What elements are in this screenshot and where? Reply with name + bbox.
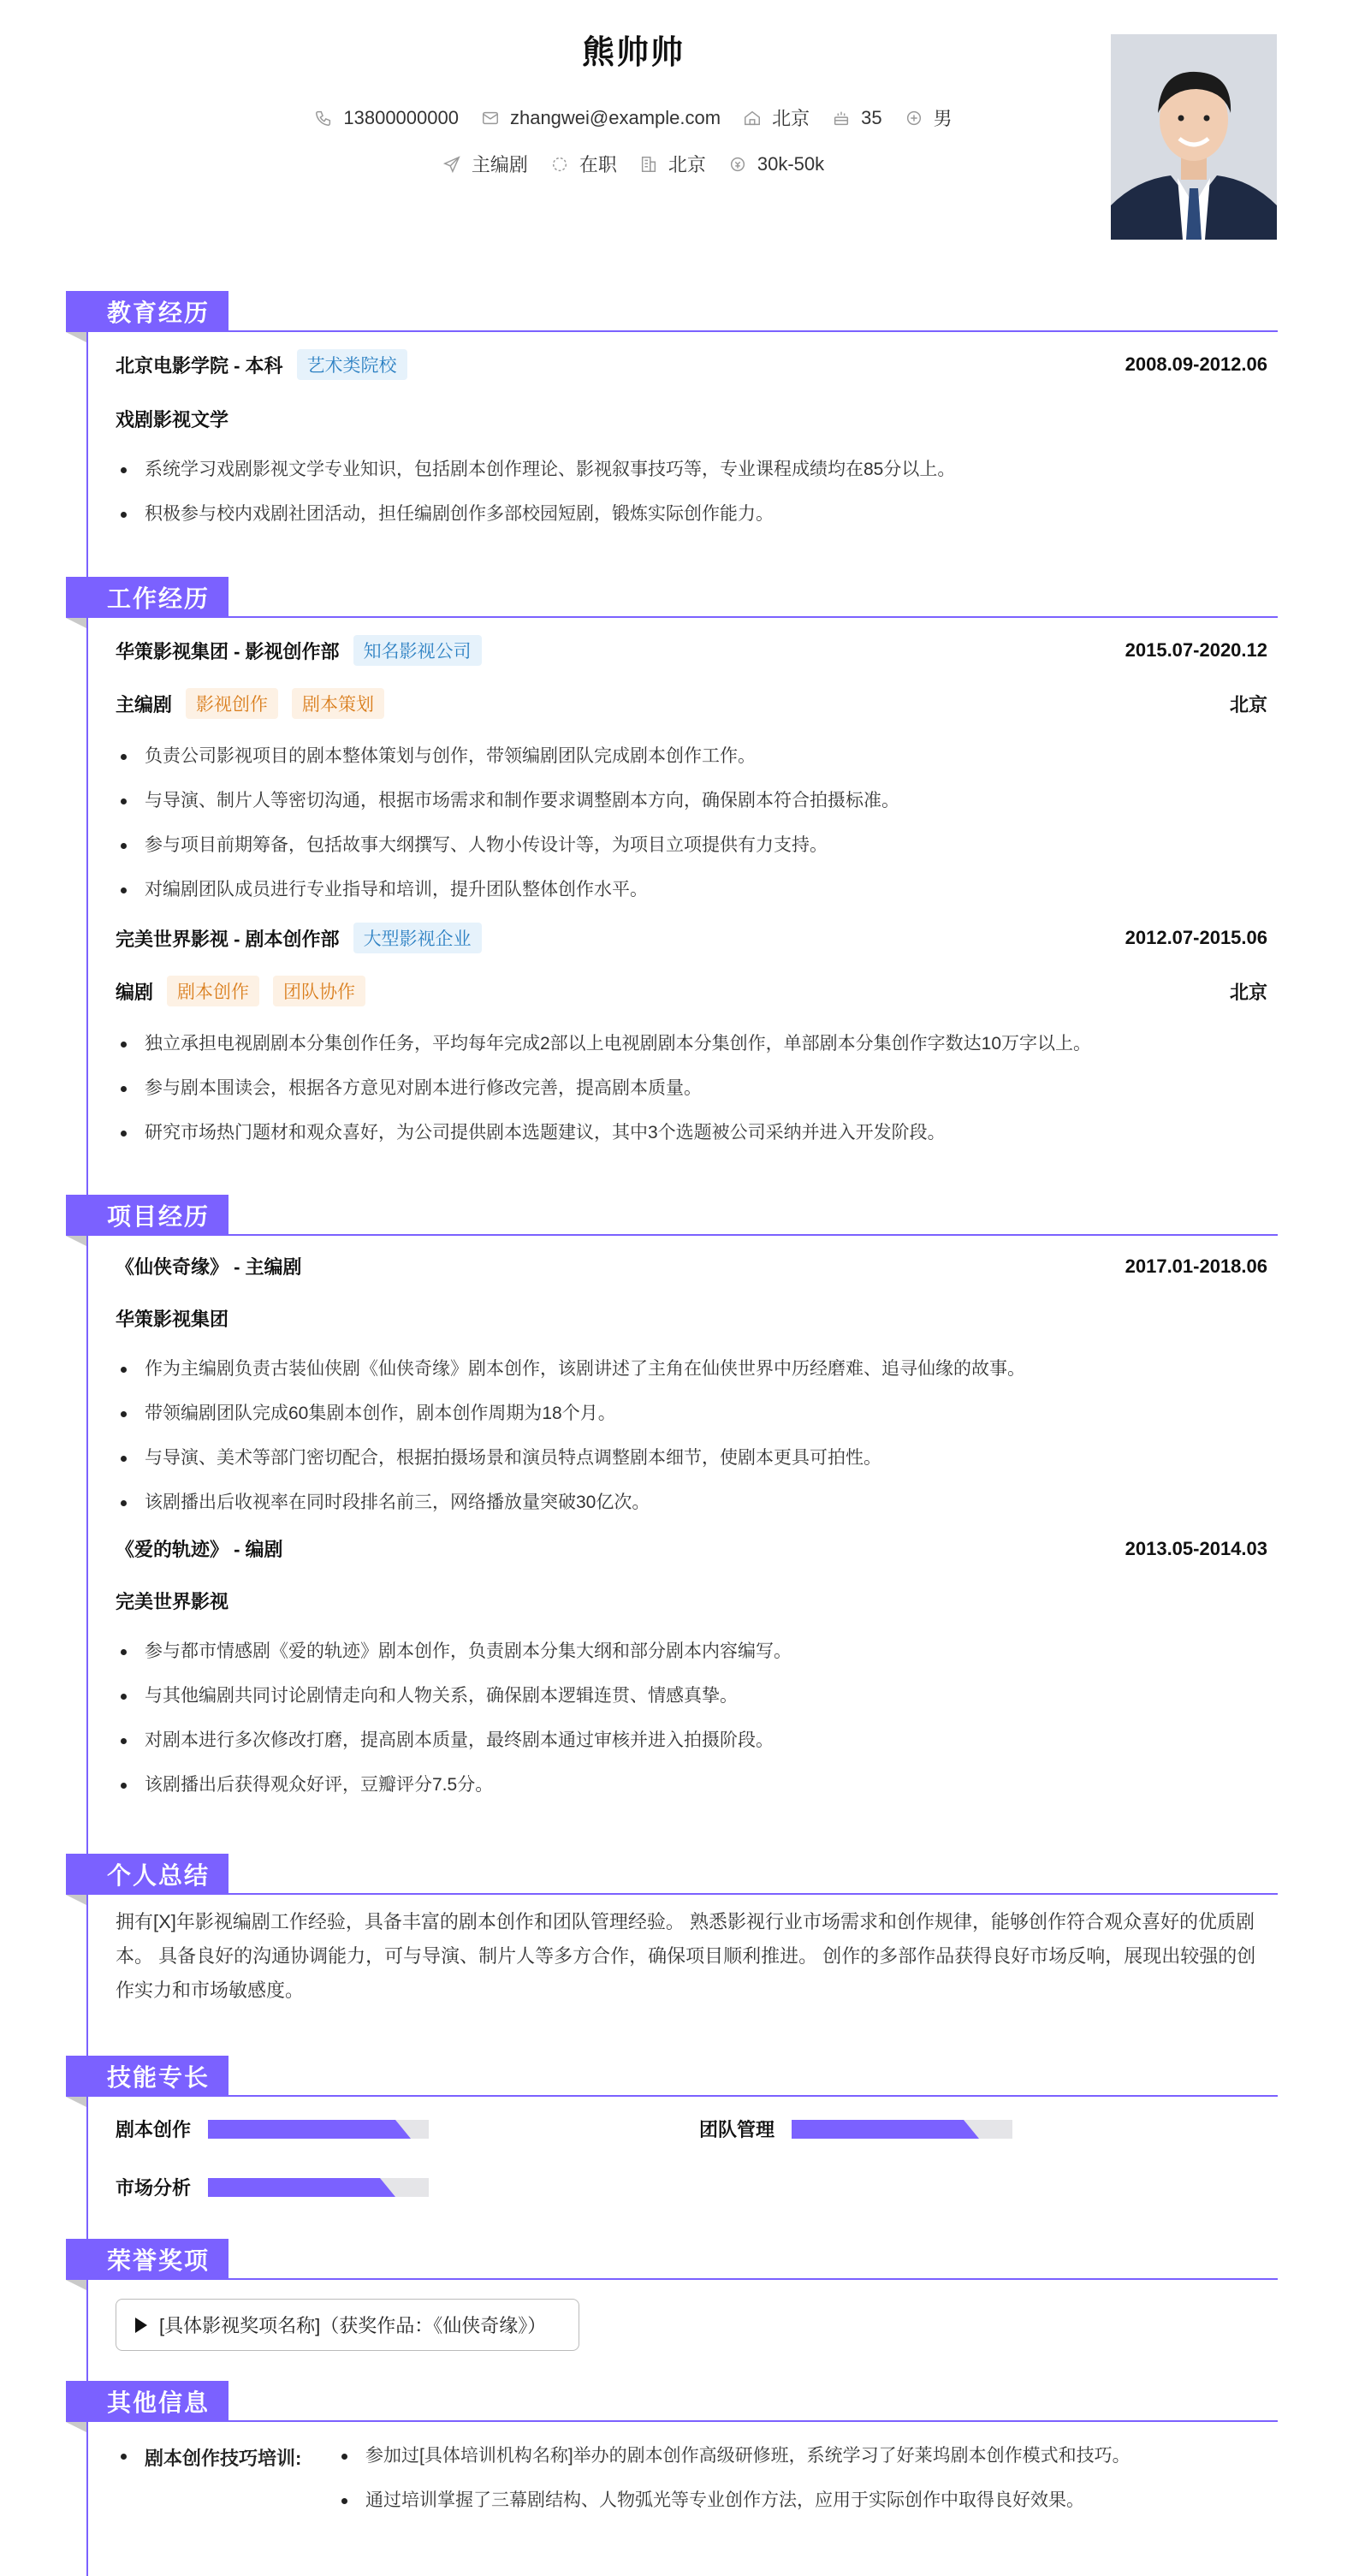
hometown-info bbox=[743, 104, 810, 131]
work-row bbox=[116, 635, 1267, 666]
projects-content bbox=[66, 1243, 1278, 1797]
section-rule bbox=[66, 2278, 1278, 2280]
work-section bbox=[66, 577, 1278, 1166]
work-role-row bbox=[116, 976, 1267, 1006]
coin-icon bbox=[728, 155, 747, 174]
home-icon bbox=[743, 109, 762, 128]
status-info bbox=[550, 151, 617, 177]
list-item: 与导演、制片人等密切沟通，根据市场需求和制作要求调整剧本方向，确保剧本符合拍摄标准。 bbox=[145, 789, 1267, 813]
cake-icon bbox=[832, 109, 851, 128]
list-item: 参加过[具体培训机构名称]举办的剧本创作高级研修班，系统学习了好莱坞剧本创作模式和技巧。 bbox=[365, 2444, 1307, 2468]
projects-title-text: 项目经历 bbox=[107, 1203, 211, 1230]
skill-bar-cap bbox=[395, 2120, 411, 2139]
work-content bbox=[66, 625, 1278, 1145]
other-bullets bbox=[336, 2444, 1307, 2533]
status-text: 在职 bbox=[579, 154, 617, 175]
project-date: 2017.01-2018.06 bbox=[1125, 1255, 1267, 1277]
awards-section bbox=[66, 2239, 1278, 2351]
project-bullets bbox=[116, 1640, 1267, 1797]
salary-text: 30k-50k bbox=[757, 152, 825, 175]
education-section-title bbox=[66, 291, 228, 332]
skill-name: 团队管理 bbox=[699, 2119, 775, 2140]
work-date: 2015.07-2020.12 bbox=[1125, 639, 1267, 661]
list-item: 对编剧团队成员进行专业指导和培训，提升团队整体创作水平。 bbox=[145, 878, 1267, 902]
position-text: 主编剧 bbox=[471, 154, 528, 175]
age-text: 35 bbox=[861, 106, 882, 128]
work-city: 北京 bbox=[1229, 981, 1267, 1003]
work-bullets bbox=[116, 745, 1267, 902]
list-item: 与导演、美术等部门密切配合，根据拍摄场景和演员特点调整剧本细节，使剧本更具可拍性。 bbox=[145, 1446, 1267, 1470]
contact-row bbox=[0, 104, 1267, 131]
section-rule bbox=[66, 616, 1278, 618]
section-rule bbox=[66, 2420, 1278, 2422]
education-bullets bbox=[116, 458, 1267, 526]
age-info bbox=[832, 107, 881, 129]
education-section-header bbox=[66, 291, 1278, 339]
list-item: 该剧播出后收视率在同时段排名前三，网络播放量突破30亿次。 bbox=[145, 1491, 1267, 1515]
list-item: 系统学习戏剧影视文学专业知识，包括剧本创作理论、影视叙事技巧等，专业课程成绩均在85分以上。 bbox=[145, 458, 1267, 482]
email-text: zhangwei@example.com bbox=[509, 106, 721, 128]
gender-info bbox=[905, 104, 952, 131]
phone-icon bbox=[314, 109, 333, 128]
building-icon bbox=[639, 155, 658, 174]
project-row bbox=[116, 1253, 1267, 1279]
skills-section bbox=[66, 2056, 1278, 2218]
project-title: 《爱的轨迹》 - 编剧 bbox=[116, 1539, 283, 1560]
skill-item bbox=[699, 2116, 1012, 2142]
list-item: 研究市场热门题材和观众喜好，为公司提供剧本选题建议，其中3个选题被公司采纳并进入开发阶段。 bbox=[145, 1121, 1267, 1145]
section-rule bbox=[66, 1234, 1278, 1236]
project-title: 《仙侠奇缘》 - 主编剧 bbox=[116, 1256, 302, 1278]
company-tag: 大型影视企业 bbox=[353, 923, 482, 953]
status-icon bbox=[550, 155, 569, 174]
summary-section bbox=[66, 1854, 1278, 2008]
resume-header bbox=[0, 0, 1359, 257]
project-org: 华策影视集团 bbox=[116, 1309, 229, 1330]
city-info bbox=[639, 151, 706, 177]
projects-section-title bbox=[66, 1195, 228, 1236]
project-bullets bbox=[116, 1357, 1267, 1515]
expand-triangle-icon bbox=[135, 2318, 147, 2333]
list-item: 带领编剧团队完成60集剧本创作，剧本创作周期为18个月。 bbox=[145, 1402, 1267, 1426]
award-item[interactable] bbox=[116, 2299, 579, 2351]
education-content bbox=[66, 339, 1278, 526]
mail-icon bbox=[481, 109, 500, 128]
summary-text: 拥有[X]年影视编剧工作经验，具备丰富的剧本创作和团队管理经验。 熟悉影视行业市场需求和创作规律，能够创作符合观众喜好的优质剧本。 具备良好的沟通协调能力，可与导演、制片人等多方合作，确保项目顺利推进。 创作的多部作品获得良好市场反响，展现出较强的创作实力和市场敏感度。 bbox=[116, 1911, 1256, 2001]
summary-section-title bbox=[66, 1854, 228, 1895]
list-item: 参与都市情感剧《爱的轨迹》剧本创作，负责剧本分集大纲和部分剧本内容编写。 bbox=[145, 1640, 1267, 1664]
list-item: 参与剧本围读会，根据各方意见对剧本进行修改完善，提高剧本质量。 bbox=[145, 1077, 1267, 1101]
company-name: 华策影视集团 - 影视创作部 bbox=[116, 640, 340, 662]
other-title-text: 其他信息 bbox=[107, 2389, 211, 2416]
other-section-title bbox=[66, 2381, 228, 2422]
summary-content bbox=[66, 1902, 1278, 2008]
skills-title-text: 技能专长 bbox=[107, 2064, 211, 2091]
candidate-name: 熊帅帅 bbox=[581, 35, 685, 71]
work-date: 2012.07-2015.06 bbox=[1125, 927, 1267, 948]
education-date: 2008.09-2012.06 bbox=[1125, 353, 1267, 375]
education-title-text: 教育经历 bbox=[107, 300, 211, 326]
other-section bbox=[66, 2381, 1278, 2510]
skill-bar-fill bbox=[792, 2120, 964, 2139]
send-icon bbox=[442, 155, 461, 174]
skills-section-title bbox=[66, 2056, 228, 2097]
job-intent-row bbox=[0, 151, 1267, 177]
education-section bbox=[66, 291, 1278, 547]
project-date: 2013.05-2014.03 bbox=[1125, 1537, 1267, 1559]
work-role-row bbox=[116, 688, 1267, 719]
skill-bar-cap bbox=[380, 2178, 395, 2197]
list-item: 与其他编剧共同讨论剧情走向和人物关系，确保剧本逻辑连贯、情感真挚。 bbox=[145, 1684, 1267, 1708]
work-left bbox=[116, 923, 482, 953]
role-left bbox=[116, 976, 365, 1006]
work-section-header bbox=[66, 577, 1278, 625]
role-tag: 剧本策划 bbox=[292, 688, 384, 719]
list-item: 积极参与校内戏剧社团活动，担任编剧创作多部校园短剧，锻炼实际创作能力。 bbox=[145, 502, 1267, 526]
project-org: 完美世界影视 bbox=[116, 1591, 229, 1612]
list-item: 参与项目前期筹备，包括故事大纲撰写、人物小传设计等，为项目立项提供有力支持。 bbox=[145, 834, 1267, 858]
summary-title-text: 个人总结 bbox=[107, 1862, 211, 1889]
salary-info bbox=[728, 153, 824, 175]
school-name: 北京电影学院 - 本科 bbox=[116, 354, 283, 377]
role-tag: 团队协作 bbox=[273, 976, 365, 1006]
projects-section bbox=[66, 1195, 1278, 1818]
bullet-dot bbox=[121, 2454, 127, 2460]
other-section-header bbox=[66, 2381, 1278, 2429]
work-title-text: 工作经历 bbox=[107, 585, 211, 612]
major-name: 戏剧影视文学 bbox=[116, 409, 229, 430]
skill-bar-fill bbox=[208, 2178, 380, 2197]
role-name: 主编剧 bbox=[116, 693, 173, 715]
skill-name: 剧本创作 bbox=[116, 2119, 192, 2140]
project-row bbox=[116, 1535, 1267, 1562]
skills-content bbox=[66, 2104, 1278, 2218]
email-info bbox=[481, 107, 721, 129]
role-tag: 剧本创作 bbox=[167, 976, 259, 1006]
awards-section-title bbox=[66, 2239, 228, 2280]
skill-bar bbox=[208, 2120, 429, 2139]
section-rule bbox=[66, 2095, 1278, 2097]
awards-title-text: 荣誉奖项 bbox=[107, 2247, 211, 2274]
gender-text: 男 bbox=[933, 108, 952, 129]
company-tag: 知名影视公司 bbox=[353, 635, 482, 666]
list-item: 通过培训掌握了三幕剧结构、人物弧光等专业创作方法，应用于实际创作中取得良好效果。 bbox=[365, 2489, 1307, 2513]
role-tag: 影视创作 bbox=[186, 688, 278, 719]
phone-text: 13800000000 bbox=[343, 106, 459, 128]
projects-section-header bbox=[66, 1195, 1278, 1243]
school-tag: 艺术类院校 bbox=[297, 349, 407, 380]
list-item: 该剧播出后获得观众好评，豆瓣评分7.5分。 bbox=[145, 1773, 1267, 1797]
list-item: 作为主编剧负责古装仙侠剧《仙侠奇缘》剧本创作，该剧讲述了主角在仙侠世界中历经磨难、追寻仙缘的故事。 bbox=[145, 1357, 1267, 1381]
list-item: 负责公司影视项目的剧本整体策划与创作，带领编剧团队完成剧本创作工作。 bbox=[145, 745, 1267, 769]
position-info bbox=[442, 151, 528, 177]
summary-section-header bbox=[66, 1854, 1278, 1902]
work-bullets bbox=[116, 1032, 1267, 1145]
skill-item bbox=[116, 2116, 429, 2142]
section-rule bbox=[66, 1893, 1278, 1895]
work-city: 北京 bbox=[1229, 693, 1267, 715]
work-section-title bbox=[66, 577, 228, 618]
other-content bbox=[66, 2429, 1278, 2510]
awards-section-header bbox=[66, 2239, 1278, 2287]
skill-bar bbox=[792, 2120, 1012, 2139]
work-left bbox=[116, 635, 482, 666]
skill-bar-fill bbox=[208, 2120, 395, 2139]
company-name: 完美世界影视 - 剧本创作部 bbox=[116, 928, 340, 950]
skill-name: 市场分析 bbox=[116, 2177, 192, 2199]
phone-info bbox=[314, 107, 459, 129]
list-item: 独立承担电视剧剧本分集创作任务，平均每年完成2部以上电视剧剧本分集创作，单部剧本分集创作字数达10万字以上。 bbox=[145, 1032, 1267, 1056]
awards-content bbox=[66, 2287, 1278, 2351]
section-rule bbox=[66, 330, 1278, 332]
skill-item bbox=[116, 2174, 429, 2200]
hometown-text: 北京 bbox=[772, 108, 810, 129]
profile-photo bbox=[1111, 34, 1277, 240]
role-name: 编剧 bbox=[116, 981, 154, 1003]
other-label: 剧本创作技巧培训: bbox=[145, 2448, 302, 2469]
work-row bbox=[116, 923, 1267, 953]
award-text: [具体影视奖项名称]（获奖作品：《仙侠奇缘》） bbox=[159, 2315, 547, 2336]
avatar-illustration bbox=[1111, 34, 1277, 240]
skill-bar bbox=[208, 2178, 429, 2197]
skill-bar-cap bbox=[964, 2120, 979, 2139]
education-row bbox=[116, 349, 1267, 380]
education-left bbox=[116, 349, 407, 380]
skills-section-header bbox=[66, 2056, 1278, 2104]
city-text: 北京 bbox=[668, 154, 706, 175]
gender-icon bbox=[905, 109, 923, 128]
list-item: 对剧本进行多次修改打磨，提高剧本质量，最终剧本通过审核并进入拍摄阶段。 bbox=[145, 1729, 1267, 1753]
role-left bbox=[116, 688, 384, 719]
